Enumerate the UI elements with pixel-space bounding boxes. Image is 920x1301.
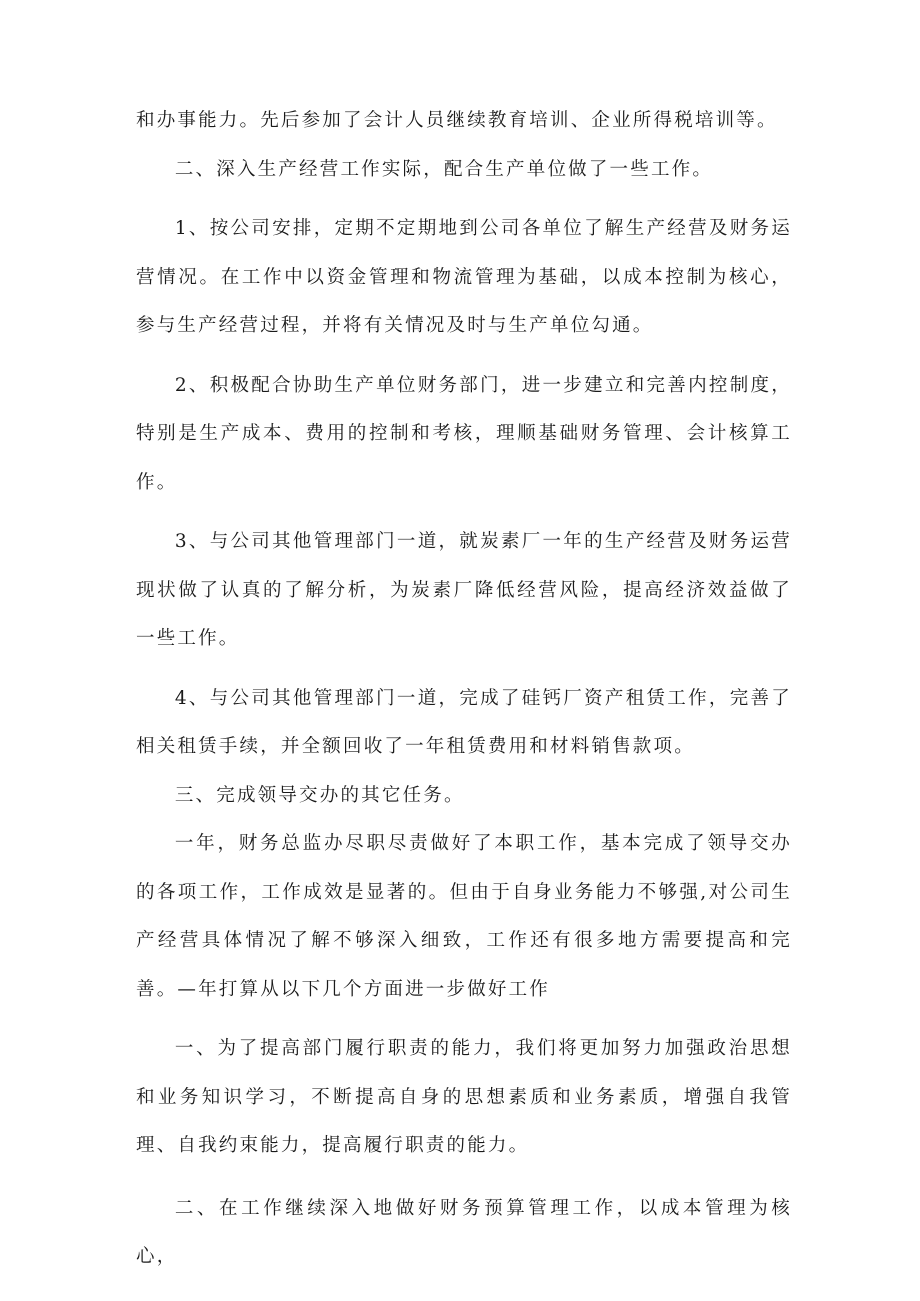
section-heading-2: 二、深入生产经营工作实际，配合生产单位做了一些工作。 (174, 158, 714, 180)
paragraph-continuation: 和办事能力。先后参加了会计人员继续教育培训、企业所得税培训等。 (136, 110, 778, 131)
plan-item-2: 二、在工作继续深入地做好财务预算管理工作，以成本管理为核心， (136, 1197, 792, 1267)
plan-item-1: 一、为了提高部门履行职责的能力，我们将更加努力加强政治思想和业务知识学习，不断提高自身的思想素质和业务素质，增强自我管理、自我约束能力，提高履行职责的能力。 (136, 1038, 792, 1156)
document-body (136, 97, 792, 1282)
list-item-2: 2、积极配合协助生产单位财务部门，进一步建立和完善内控制度，特别是生产成本、费用的控制和考核，理顺基础财务管理、会计核算工作。 (136, 374, 792, 493)
list-item-1: 1、按公司安排，定期不定期地到公司各单位了解生产经营及财务运营情况。在工作中以资金管理和物流管理为基础，以成本控制为核心，参与生产经营过程，并将有关情况及时与生产单位勾通。 (136, 218, 792, 336)
list-item-3: 3、与公司其他管理部门一道，就炭素厂一年的生产经营及财务运营现状做了认真的了解分析，为炭素厂降低经营风险，提高经济效益做了一些工作。 (136, 531, 792, 649)
summary-paragraph: 一年，财务总监办尽职尽责做好了本职工作，基本完成了领导交办的各项工作，工作成效是显著的。但由于自身业务能力不够强,对公司生产经营具体情况了解不够深入细致，工作还有很多地方需要提高和完善。—年打算从以下几个方面进一步做好工作 (136, 833, 792, 1000)
list-item-4: 4、与公司其他管理部门一道，完成了硅钙厂资产租赁工作，完善了相关租赁手续，并全额回收了一年租赁费用和材料销售款项。 (136, 687, 792, 757)
section-heading-3: 三、完成领导交办的其它任务。 (174, 784, 465, 806)
